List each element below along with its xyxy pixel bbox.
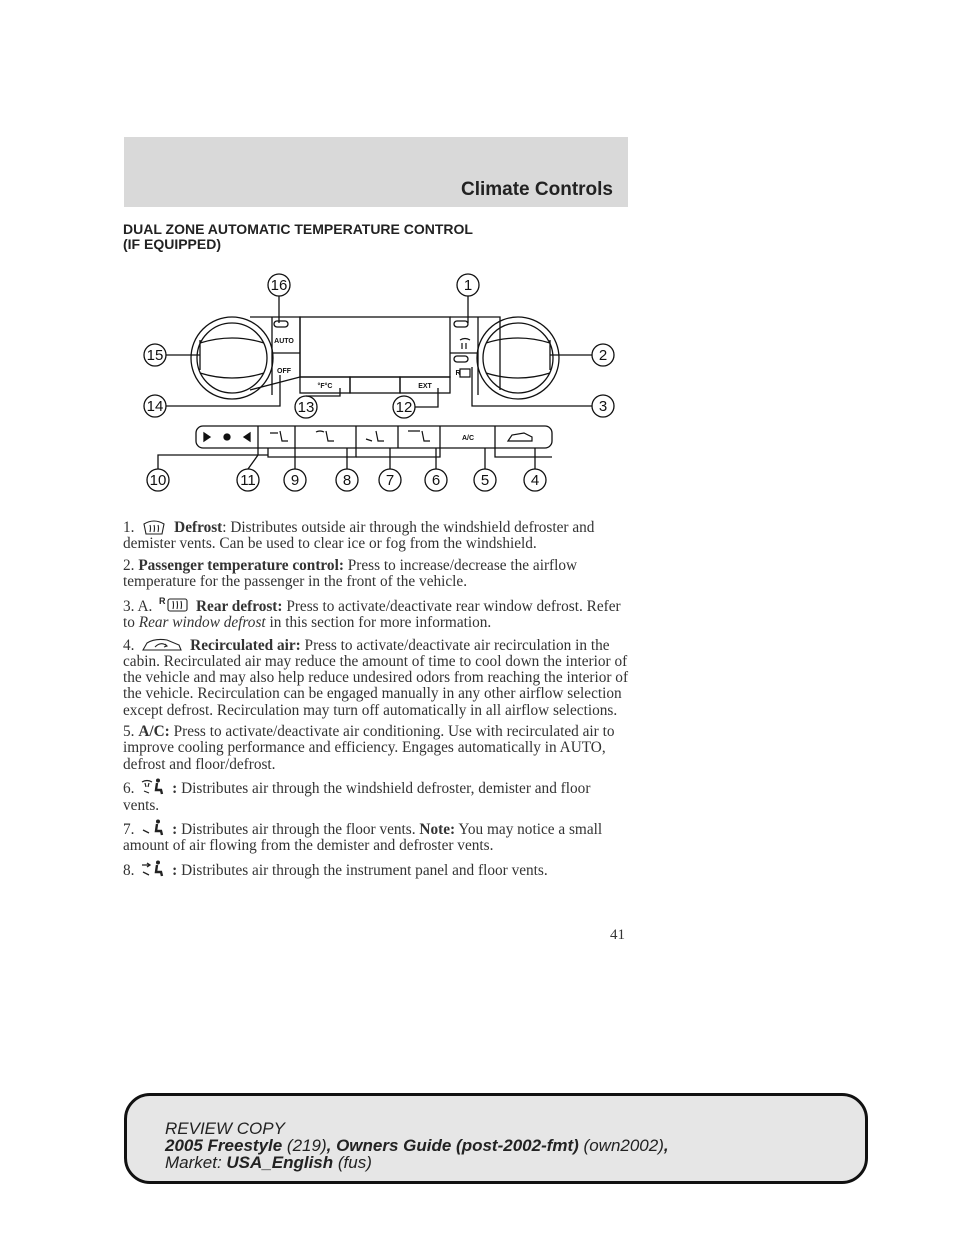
- callout-13: 13: [297, 399, 315, 416]
- callout-12: 12: [395, 399, 413, 416]
- floor-mode-icon: [141, 819, 165, 837]
- callout-15: 15: [146, 347, 164, 364]
- recirculated-air-icon: [141, 637, 183, 653]
- rear-defrost-icon: [159, 596, 189, 614]
- floor-defrost-icon: [408, 431, 430, 441]
- callout-11: 11: [240, 472, 256, 489]
- panel-floor-icon: [270, 431, 288, 441]
- passenger-temp-knob: [477, 317, 559, 399]
- footer-line2: 2005 Freestyle (219), Owners Guide (post-2002-fmt) (own2002),: [165, 1136, 669, 1155]
- review-copy-footer: [124, 1093, 868, 1184]
- item-floor-mode: 7. : Distributes air through the floor vents. Note: You may notice a small amount of air flowing from the demister and defroster vents.: [123, 821, 603, 855]
- section-heading: [123, 222, 623, 252]
- ext-button-label: EXT: [418, 383, 432, 390]
- section-heading-line2: (IF EQUIPPED): [123, 236, 222, 252]
- display-screen: [300, 317, 450, 377]
- callout-16: 16: [270, 277, 288, 294]
- svg-text:R: R: [159, 595, 166, 606]
- callout-2: 2: [598, 347, 608, 364]
- callout-7: 7: [385, 472, 395, 489]
- callout-4: 4: [530, 472, 540, 489]
- callout-8: 8: [342, 472, 352, 489]
- rear-defrost-indicator-icon: [460, 369, 470, 377]
- panel-floor-mode-icon: [141, 860, 165, 878]
- item-floor-defrost-mode: 6. : Distributes air through the windshield defroster, demister and floor vents.: [123, 780, 591, 814]
- callout-1: 1: [463, 277, 473, 294]
- rear-button-label: R: [455, 370, 461, 377]
- recirc-icon: [508, 433, 532, 441]
- callout-3: 3: [598, 398, 608, 415]
- units-button-label: °F°C: [317, 383, 333, 390]
- section-heading-line1: DUAL ZONE AUTOMATIC TEMPERATURE CONTROL: [123, 221, 473, 237]
- footer-line1: REVIEW COPY: [165, 1119, 285, 1138]
- callout-9: 9: [290, 472, 300, 489]
- item-ac: 5. A/C: Press to activate/deactivate air conditioning. Use with recirculated air to improve cooling performance and efficiency. Engages automatically in AUTO, defrost and floor/defrost.: [123, 723, 615, 773]
- floor-icon: [366, 431, 384, 441]
- page-number: 41: [610, 927, 625, 943]
- callout-10: 10: [149, 472, 167, 489]
- bilevel-icon: [316, 431, 334, 441]
- ac-button-label: A/C: [461, 435, 475, 442]
- item-passenger-temp: 2. Passenger temperature control: Press to increase/decrease the airflow temperature for the passenger in the front of the vehicle.: [123, 556, 578, 591]
- page-title: Climate Controls: [460, 179, 613, 200]
- auto-button-label: AUTO: [274, 338, 294, 345]
- climate-control-diagram: [120, 265, 640, 505]
- header-band: [124, 137, 628, 207]
- floor-defrost-mode-icon: [141, 778, 165, 796]
- body-text: [123, 519, 629, 885]
- item-panel-floor-mode: 8. : Distributes air through the instrument panel and floor vents.: [123, 862, 548, 880]
- item-defrost: 1. Defrost: Distributes outside air through the windshield defroster and demister vents. Can be used to clear ice or fog from the windshield.: [123, 519, 595, 553]
- footer-text: [165, 1120, 669, 1171]
- callout-5: 5: [480, 472, 490, 489]
- callout-6: 6: [431, 472, 441, 489]
- defrost-icon: [141, 519, 167, 535]
- off-button-label: OFF: [277, 368, 291, 375]
- item-rear-defrost: 3. A. R Rear defrost: Press to activate/deactivate rear window defrost. Refer to Rear window defrost in this section for more information.: [123, 595, 621, 632]
- defrost-indicator-icon: [460, 339, 470, 350]
- item-recirculated-air: 4. Recirculated air: Press to activate/deactivate air recirculation in the cabin. Recirculated air may reduce the amount of time to cool down the interior of the vehicle and may also help reduce undesired odors from reaching the interior of the vehicle. Recirculation can be engaged manually in any other airflow selection except defrost. Recirculation may turn off automatically in all airflow selections.: [123, 636, 629, 719]
- callout-14: 14: [146, 398, 164, 415]
- footer-line3: Market: USA_English (fus): [165, 1153, 372, 1172]
